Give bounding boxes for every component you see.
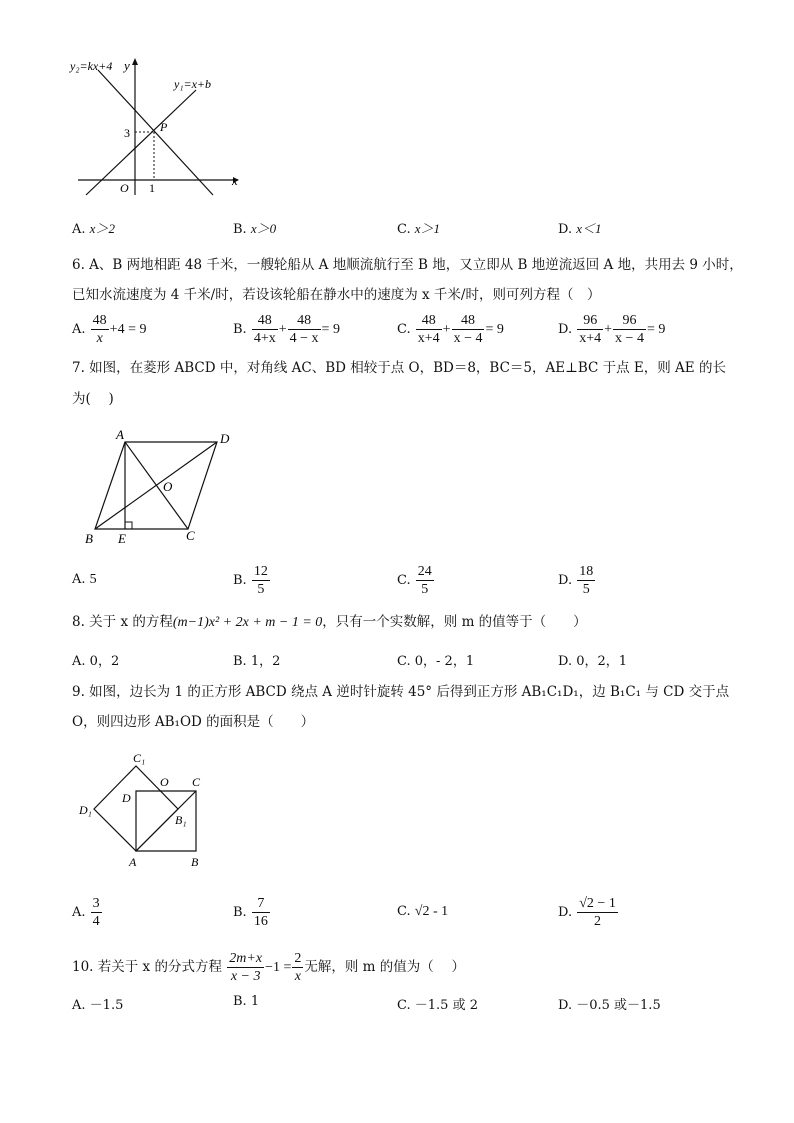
vertex-a: A	[129, 855, 137, 869]
vertex-c: C	[186, 528, 195, 543]
q6-text-line1: 6. A、B 两地相距 48 千米，一艘轮船从 A 地顺流航行至 B 地，又立即从 B 地逆流返回 A 地，共用去 9 小时，	[72, 257, 743, 273]
x-axis-label: x	[232, 173, 238, 188]
y2-label: y₂=kx+4	[70, 59, 113, 73]
q5-graph	[68, 55, 253, 200]
vertex-c: C	[192, 775, 201, 789]
vertex-d1: D₁	[79, 803, 92, 817]
q6-text-line2: 已知水流速度为 4 千米/时，若设该轮船在静水中的速度为 x 千米/时，则可列方程（ ）	[72, 287, 601, 303]
q7-text-line2: 为( )	[72, 391, 114, 407]
origin-label: O	[120, 181, 129, 195]
q9-option-a[interactable]: A. $\frac{3}{4}$	[72, 896, 100, 929]
q8-equation: (m−1)x² + 2x + m − 1 = 0	[172, 615, 323, 630]
q10-option-b[interactable]: B. 1	[233, 994, 260, 1009]
point-p-label: P	[160, 120, 168, 134]
q7-option-b[interactable]: B. $\frac{12}{5}$	[233, 564, 268, 597]
q10-option-d[interactable]: D. －0.5 或－1.5	[558, 998, 661, 1013]
q5-option-d[interactable]: D. x＜1	[558, 221, 602, 237]
q10-option-c[interactable]: C. －1.5 或 2	[397, 998, 478, 1013]
point-e: E	[118, 531, 126, 546]
tick-label-3: 3	[124, 126, 130, 140]
q5-option-a[interactable]: A. x＞2	[72, 221, 115, 237]
vertex-d: D	[122, 791, 131, 805]
q7-option-c[interactable]: C. $\frac{24}{5}$	[397, 564, 432, 597]
vertex-c1: C₁	[133, 751, 146, 765]
q7-rhombus-figure	[80, 425, 240, 550]
vertex-b1: B₁	[175, 813, 187, 827]
vertex-b: B	[191, 855, 199, 869]
q9-option-d[interactable]: D. $\frac{√2 - 1}{2}$	[558, 896, 616, 929]
q8-option-d[interactable]: D. 0，2，1	[558, 654, 628, 669]
right-angle-marker-icon	[125, 522, 132, 529]
tick-label-1: 1	[149, 181, 155, 195]
q6-option-b[interactable]: B. $\frac{48}{4+x}$ + $\frac{48}{4 - x}$ = 9	[233, 313, 340, 346]
y-axis-arrow-icon	[132, 58, 138, 65]
vertex-a: A	[116, 427, 124, 442]
q8-option-c[interactable]: C. 0，- 2，1	[397, 654, 475, 669]
q5-option-c[interactable]: C. x＞1	[397, 221, 441, 237]
vertex-d: D	[220, 431, 230, 446]
diagonal-ac	[136, 791, 196, 851]
q5-option-b[interactable]: B. x＞0	[233, 221, 277, 237]
vertex-b: B	[85, 531, 93, 546]
y-axis-label: y	[124, 58, 130, 73]
q9-squares-figure	[76, 748, 216, 873]
q9-option-c[interactable]: C. √2 - 1	[397, 904, 449, 919]
point-o: O	[163, 479, 173, 494]
q9-text-line2: O，则四边形 AB₁OD 的面积是（ ）	[72, 714, 315, 730]
q6-option-d[interactable]: D. $\frac{96}{x+4}$ + $\frac{96}{x - 4}$ = 9	[558, 313, 666, 346]
q9-option-b[interactable]: B. $\frac{7}{16}$	[233, 896, 268, 929]
q7-option-d[interactable]: D. $\frac{18}{5}$	[558, 564, 594, 597]
q8-text: 8. 关于 x 的方程(m−1)x² + 2x + m − 1 = 0，只有一个实数解，则 m 的值等于（ ）	[72, 614, 587, 630]
q8-option-a[interactable]: A. 0，2	[72, 654, 120, 669]
q10-text: 10. 若关于 x 的分式方程 $\frac{2m+x}{x - 3}$ −1 = $\frac{2}{x}$ 无解，则 m 的值为（ ）	[72, 951, 466, 984]
q6-option-a[interactable]: A. $\frac{48}{x}$ +4 = 9	[72, 313, 147, 346]
q7-text-line1: 7. 如图，在菱形 ABCD 中，对角线 AC、BD 相较于点 O，BD＝8，BC＝5，AE⊥BC 于点 E，则 AE 的长	[72, 360, 726, 376]
q7-option-a[interactable]: A. 5	[72, 572, 97, 587]
line-y1	[86, 90, 196, 195]
q6-option-c[interactable]: C. $\frac{48}{x+4}$ + $\frac{48}{x - 4}$ = 9	[397, 313, 504, 346]
q8-option-b[interactable]: B. 1，2	[233, 654, 281, 669]
q10-option-a[interactable]: A. －1.5	[72, 998, 124, 1013]
diagonal-bd	[95, 442, 217, 529]
y1-label: y₁=x+b	[174, 77, 212, 91]
q9-text-line1: 9. 如图，边长为 1 的正方形 ABCD 绕点 A 逆时针旋转 45° 后得到正方形 AB₁C₁D₁，边 B₁C₁ 与 CD 交于点	[72, 684, 730, 700]
point-o: O	[160, 775, 169, 789]
